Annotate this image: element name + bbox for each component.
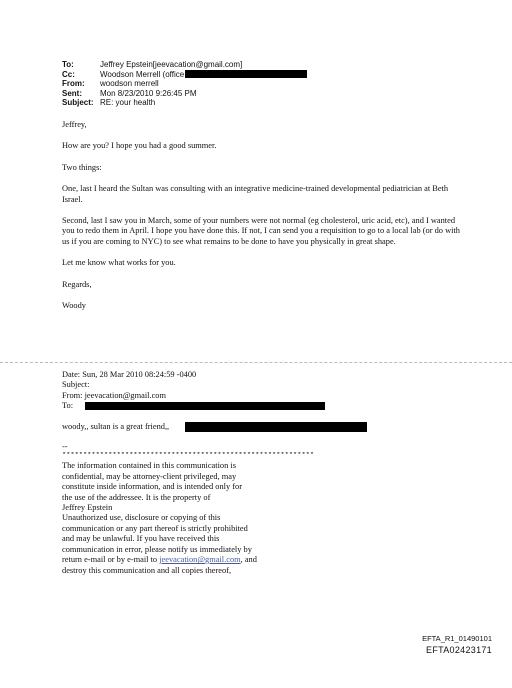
disclaimer-line: The information contained in this communication is (62, 461, 236, 471)
paragraph-2: Two things: (62, 162, 102, 172)
orig-to-row (62, 401, 462, 411)
disclaimer-line: communication in error, please notify us immediately by (62, 544, 252, 554)
sig-dash: -- (62, 442, 68, 452)
paragraph-5: Let me know what works for you. (62, 258, 176, 268)
return-suffix: , and (240, 555, 257, 565)
disclaimer-line: the use of the addressee. It is the property of (62, 492, 211, 502)
footer-id-2: EFTA02423171 (426, 645, 492, 655)
email-header (62, 60, 307, 108)
reply-body (62, 120, 462, 322)
greeting: Jeffrey, (62, 120, 87, 129)
from-value: woodson merrell (100, 79, 159, 89)
from-row (62, 79, 307, 89)
signature-name: Woody (62, 301, 86, 311)
paragraph-6: Regards, (62, 279, 92, 289)
disclaimer-last-line: destroy this communication and all copies thereof, (62, 565, 232, 575)
orig-message: woody,, sultan is a great friend,, (62, 421, 170, 431)
sent-value: Mon 8/23/2010 9:26:45 PM (100, 88, 197, 98)
footer-id-1: EFTA_R1_01490101 (422, 634, 492, 643)
from-label: From: (62, 79, 85, 89)
disclaimer-line: constitute inside information, and is intended only for (62, 482, 243, 492)
disclaimer-line: Unauthorized use, disclosure or copying of this (62, 513, 221, 523)
paragraph-3: One, last I heard the Sultan was consulting with an integrative medicine-trained developmental pediatrician at Beth Israel. (62, 184, 449, 204)
to-label: To: (62, 60, 74, 69)
redaction-bar (85, 402, 325, 410)
star-separator: ************************************************************ (62, 452, 315, 461)
orig-date: Date: Sun, 28 Mar 2010 08:24:59 -0400 (62, 370, 197, 379)
disclaimer-line: Jeffrey Epstein (62, 503, 113, 513)
disclaimer-line: confidential, may be attorney-client privileged, may (62, 471, 237, 481)
page-divider (0, 362, 512, 363)
disclaimer-return-line (62, 555, 462, 565)
redaction-bar (185, 422, 367, 432)
disclaimer-line: communication or any part thereof is strictly prohibited (62, 523, 248, 533)
paragraph-4: Second, last I saw you in March, some of your numbers were not normal (eg cholesterol, uric acid, etc), and I wanted you to redo them in April. I hope you have done this. If not, I can send you a requisition to go to a local lab (or do with us if you are coming to NYC) to see what remains to be done to have you physically in great shape. (62, 216, 460, 246)
return-prefix: return e-mail or by e-mail to (62, 555, 160, 565)
subject-row (62, 98, 307, 108)
to-value: Jeffrey Epstein[jeevacation@gmail.com] (100, 60, 243, 69)
redaction-bar (185, 70, 307, 78)
subject-label: Subject: (62, 98, 94, 108)
cc-value: Woodson Merrell (office (100, 69, 185, 79)
cc-row (62, 70, 307, 80)
sent-label: Sent: (62, 88, 82, 98)
document-footer (422, 634, 492, 656)
orig-from: From: jeevacation@gmail.com (62, 390, 166, 400)
orig-message-row (62, 422, 462, 432)
paragraph-1: How are you? I hope you had a good summer. (62, 141, 217, 151)
orig-to: To: (62, 401, 74, 411)
subject-value: RE: your health (100, 98, 156, 108)
disclaimer-line: and may be unlawful. If you have received this (62, 534, 220, 544)
orig-subject: Subject: (62, 380, 90, 390)
sent-row (62, 89, 307, 99)
original-message (62, 370, 462, 576)
to-row (62, 60, 307, 70)
cc-label: Cc: (62, 69, 75, 79)
email-link[interactable]: jeevacation@gmail.com (159, 555, 241, 565)
